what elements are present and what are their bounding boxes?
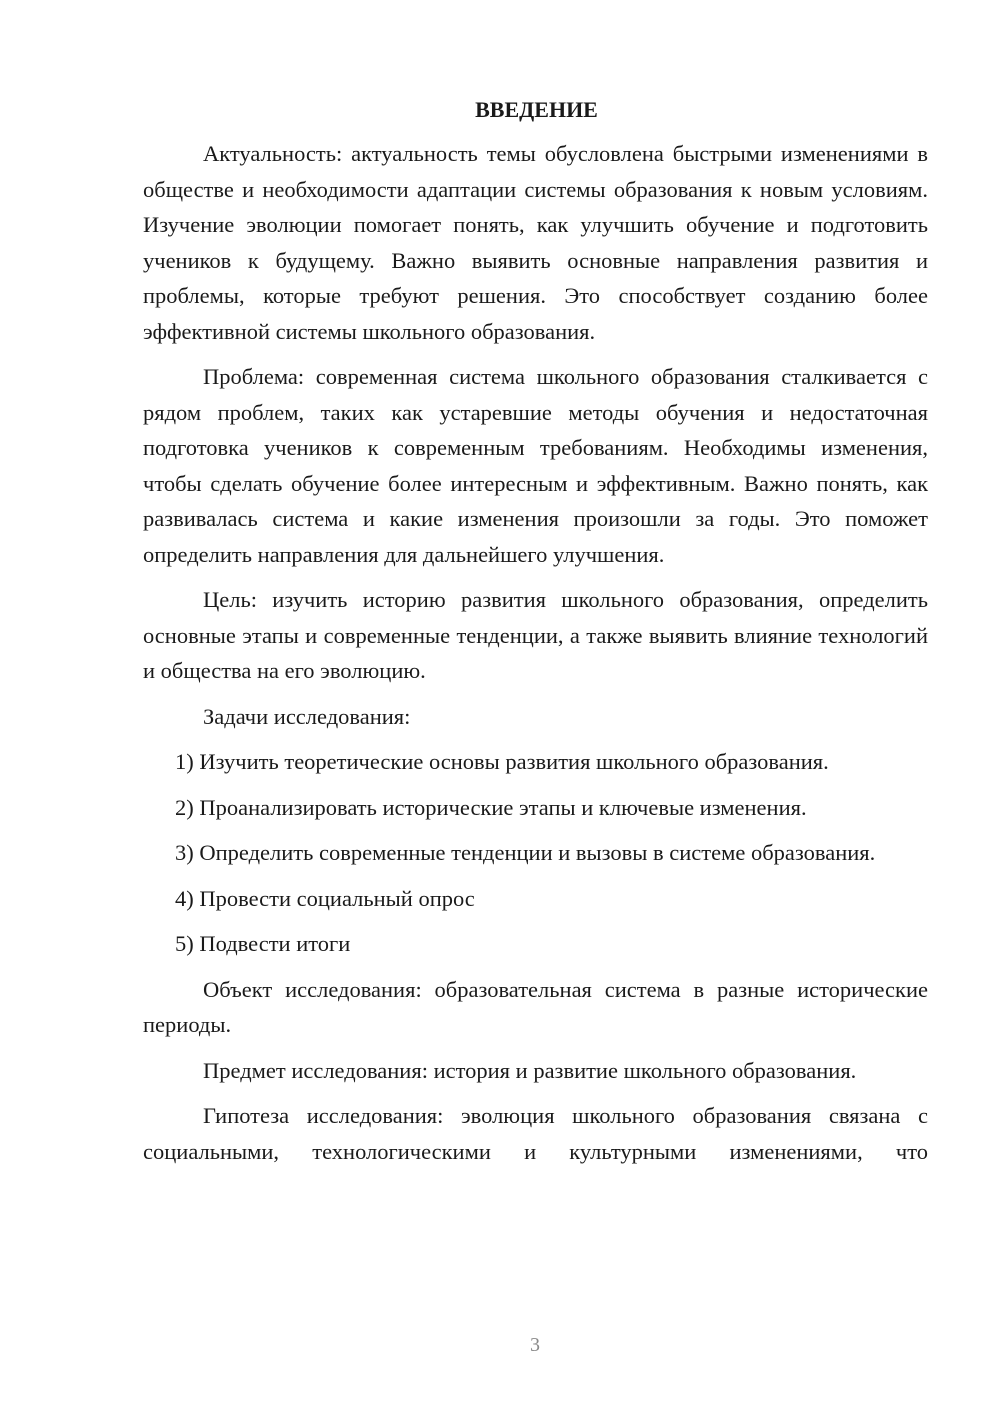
task-item-3: 3) Определить современные тенденции и вызовы в системе образования. xyxy=(175,840,876,865)
page-number: 3 xyxy=(530,1334,540,1356)
task-item-4: 4) Провести социальный опрос xyxy=(175,885,475,911)
paragraph-object: Объект исследования: образовательная система в разные исторические периоды. xyxy=(143,976,928,1037)
paragraph-goal: Цель: изучить историю развития школьного образования, определить основные этапы и современные тенденции, а также выявить влияние технологий и общества на его эволюцию. xyxy=(143,587,928,683)
task-item-1: 1) Изучить теоретические основы развития школьного образования. xyxy=(175,749,829,774)
paragraph-hypothesis: Гипотеза исследования: эволюция школьного образования связана с социальными, технологическими и культурными изменениями, что xyxy=(143,1103,928,1164)
paragraph-tasks-heading: Задачи исследования: xyxy=(203,703,411,729)
document-page xyxy=(143,94,928,1179)
paragraph-subject: Предмет исследования: история и развитие школьного образования. xyxy=(203,1057,857,1083)
section-title: ВВЕДЕНИЕ xyxy=(475,97,598,122)
task-item-5: 5) Подвести итоги xyxy=(175,931,351,956)
task-item-2: 2) Проанализировать исторические этапы и ключевые изменения. xyxy=(175,794,807,820)
paragraph-problem: Проблема: современная система школьного образования сталкивается с рядом проблем, таких как устаревшие методы обучения и недостаточная подготовка учеников к современным требованиям. Необходимы изменения, чтобы сделать обучение более интересным и эффективным. Важно понять, как развивалась система и какие изменения произошли за годы. Это поможет определить направления для дальнейшего улучшения. xyxy=(143,364,928,567)
paragraph-relevance: Актуальность: актуальность темы обусловлена быстрыми изменениями в обществе и необходимости адаптации системы образования к новым условиям. Изучение эволюции помогает понять, как улучшить обучение и подготовить учеников к будущему. Важно выявить основные направления развития и проблемы, которые требуют решения. Это способствует созданию более эффективной системы школьного образования. xyxy=(143,141,928,344)
